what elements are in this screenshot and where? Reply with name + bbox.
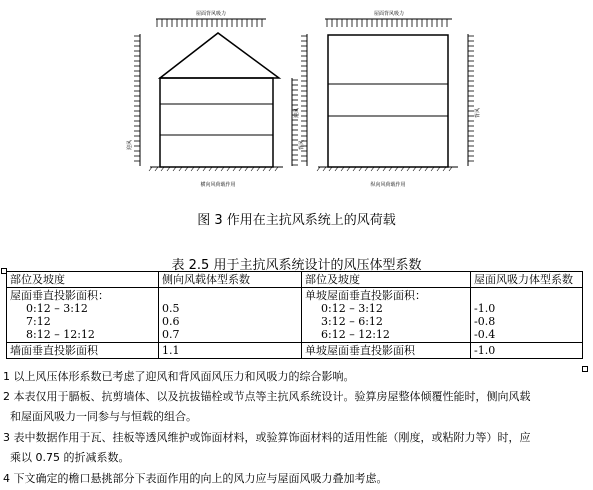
- right-windward-label: 迎风: [294, 107, 300, 118]
- longitudinal-wind-diagram: [293, 10, 481, 188]
- cell-text: 0:12 – 3:12: [26, 302, 88, 315]
- left-roof-label: 屋面背风吸力: [195, 11, 227, 17]
- header-cell: 侧向风载体型系数: [159, 272, 302, 288]
- figure-caption: 图 3 作用在主抗风系统上的风荷载: [197, 213, 396, 228]
- note-3: 3 表中数据作用于瓦、挂板等透风维护或饰面材料，或验算饰面材料的适用性能（刚度，或粘附力等）时，应: [3, 431, 531, 444]
- table-cell: [302, 288, 471, 343]
- cell-text: -0.8: [474, 315, 496, 328]
- lateral-wind-diagram: [126, 10, 305, 188]
- cell-text: 7:12: [26, 315, 51, 328]
- cell-text: 屋面垂直投影面积：: [10, 289, 109, 302]
- header-cell: 屋面风吸力体型系数: [471, 272, 583, 288]
- cell-text: 0:12 – 3:12: [321, 302, 383, 315]
- header-cell: 部位及坡度: [7, 272, 159, 288]
- cell-text: 8:12 – 12:12: [26, 328, 95, 341]
- cell-text: 6:12 – 12:12: [321, 328, 390, 341]
- table-header-row: [7, 272, 583, 288]
- table-cell: 1.1: [159, 343, 302, 359]
- left-leeward-label: 背风: [299, 139, 305, 150]
- table-title: 表 2.5 用于主抗风系统设计的风压体型系数: [171, 258, 422, 273]
- cell-text: 0.7: [162, 328, 180, 341]
- cell-text: -0.4: [474, 328, 496, 341]
- header-cell: 部位及坡度: [302, 272, 471, 288]
- left-bottom-label: 横向风荷载作用: [200, 182, 236, 188]
- note-4: 4 下文确定的檐口悬挑部分下表面作用的向上的风力应与屋面风吸力叠加考虑。: [3, 472, 388, 485]
- table-row: [7, 343, 583, 359]
- cell-text: 3:12 – 6:12: [321, 315, 383, 328]
- cell-text: -1.0: [474, 302, 496, 315]
- wind-coefficient-table: [6, 271, 583, 359]
- table-cell: [159, 288, 302, 343]
- table-cell: 墙面垂直投影面积: [7, 343, 159, 359]
- table-cell: 单坡屋面垂直投影面积: [302, 343, 471, 359]
- table-cell: -1.0: [471, 343, 583, 359]
- table-cell: [7, 288, 159, 343]
- cell-text: 单坡屋面垂直投影面积：: [305, 289, 426, 302]
- cell-text: 0.5: [162, 302, 180, 315]
- cell-text: 0.6: [162, 315, 180, 328]
- left-windward-label: 迎风: [127, 139, 133, 150]
- note-2-cont: 和屋面风吸力一同参与与恒载的组合。: [10, 410, 197, 423]
- right-leeward-label: 背风: [475, 107, 481, 118]
- right-roof-label: 屋面背风吸力: [373, 11, 405, 17]
- note-1: 1 以上风压体形系数已考虑了迎风和背风面风压力和风吸力的综合影响。: [3, 370, 355, 383]
- table-cell: [471, 288, 583, 343]
- wind-load-figure: [0, 0, 593, 200]
- note-2: 2 本表仅用于膈板、抗剪墙体、以及抗拔锚栓或节点等主抗风系统设计。验算房屋整体倾覆性能时，侧向风载: [3, 390, 531, 403]
- table-row: [7, 288, 583, 343]
- right-bottom-label: 纵向风荷载作用: [370, 182, 406, 188]
- note-3-cont: 乘以 0.75 的折减系数。: [10, 451, 130, 464]
